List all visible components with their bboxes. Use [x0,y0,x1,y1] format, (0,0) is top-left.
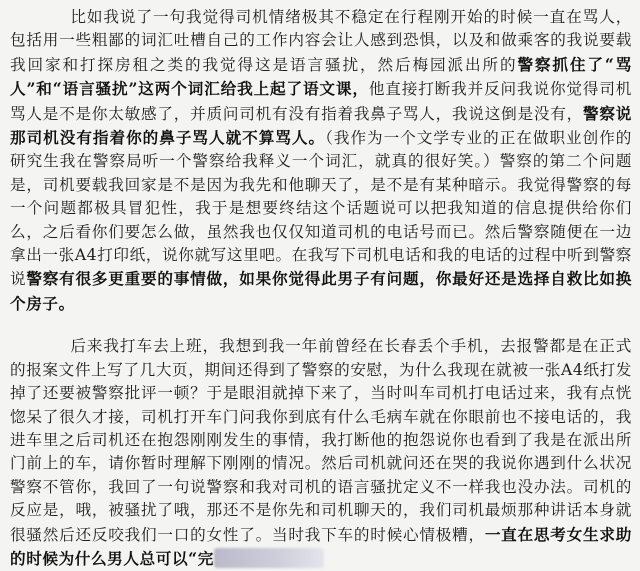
p1-bold-2: 警察说那司机没有指着你的鼻子骂人就不算骂人。 [10,103,632,148]
p1-bold-1: 警察抓住了“骂人”和“语言骚扰”这两个词汇给我上起了语文课， [10,54,632,99]
p2-text-1: 后来我打车去上班，我想到我一年前曾经在长春丢个手机，去报警都是在正式的报案文件上写了几大页，期间还得到了警察的安慰，为什么我现在就被一张A4纸打发掉了还要被警察批评一顿？于是眼泪就掉下来了，当时叫车司机打电话过来，我有点恍惚呆了很久才接，司机打开车门问我你到底有什么毛病车就在你眼前也不接电话的，我进车里之后司机还在抱怨刚刚发生的事情，我打断他的抱怨说你也看到了我是在派出所门前上的车，请你暂时理解下刚刚的情况。然后司机就问还在哭的我说你遇到什么状况警察不管你，我回了一句说警察和我对司机的语言骚扰定义不一样我也没办法。司机的反应是，哦，被骚扰了哦，那还不是你先和司机聊天的，我们司机最烦那种讲话本身就很骚然后还反咬我们一口的女性了。当时我下车的时候心情极糟， [10,337,632,544]
redaction-blur [214,548,324,568]
p1-text-1: 比如我说了一句我觉得司机情绪极其不稳定在行程刚开始的时候一直在骂人，包括用一些粗鄙的词汇吐槽自己的工作内容会让人感到恐惧，以及和做乘客的我说要载我回家和打探房租之类的我觉得这是语言骚扰，然后梅园派出所的 [10,8,632,74]
paragraph-2 [10,335,632,571]
paragraph-1 [10,6,632,316]
p2-bold-1: 一直在思考女生求助的时候为什么男人总可以“完 [10,524,632,568]
p1-text-2: 他直接打断我并反问我说你觉得司机骂人是不是你太敏感了，并质问司机有没有指着我鼻子骂人，我说这倒是没有， [10,80,632,123]
p1-bold-3: 警察有很多更重要的事情做，如果你觉得此男子有问题，你最好还是选择自救比如换个房子。 [10,269,632,313]
p1-text-3: （我作为一个文学专业的正在做职业创作的研究生我在警察局听一个警察给我释义一个词汇，就真的很好笑。）警察的第二个问题是，司机要载我回家是不是因为我先和他聊天了，是不是有某种暗示。我觉得警察的每一个问题都极具冒犯性，我于是想要终结这个话题说可以把我知道的信息提供给你们么，之后看你们要怎么做，虽然我也仅仅知道司机的电话号而已。然后警察随便在一边拿出一张A4打印纸，说你就写这里吧。在我写下司机电话和我的电话的过程中听到警察说 [10,129,632,289]
